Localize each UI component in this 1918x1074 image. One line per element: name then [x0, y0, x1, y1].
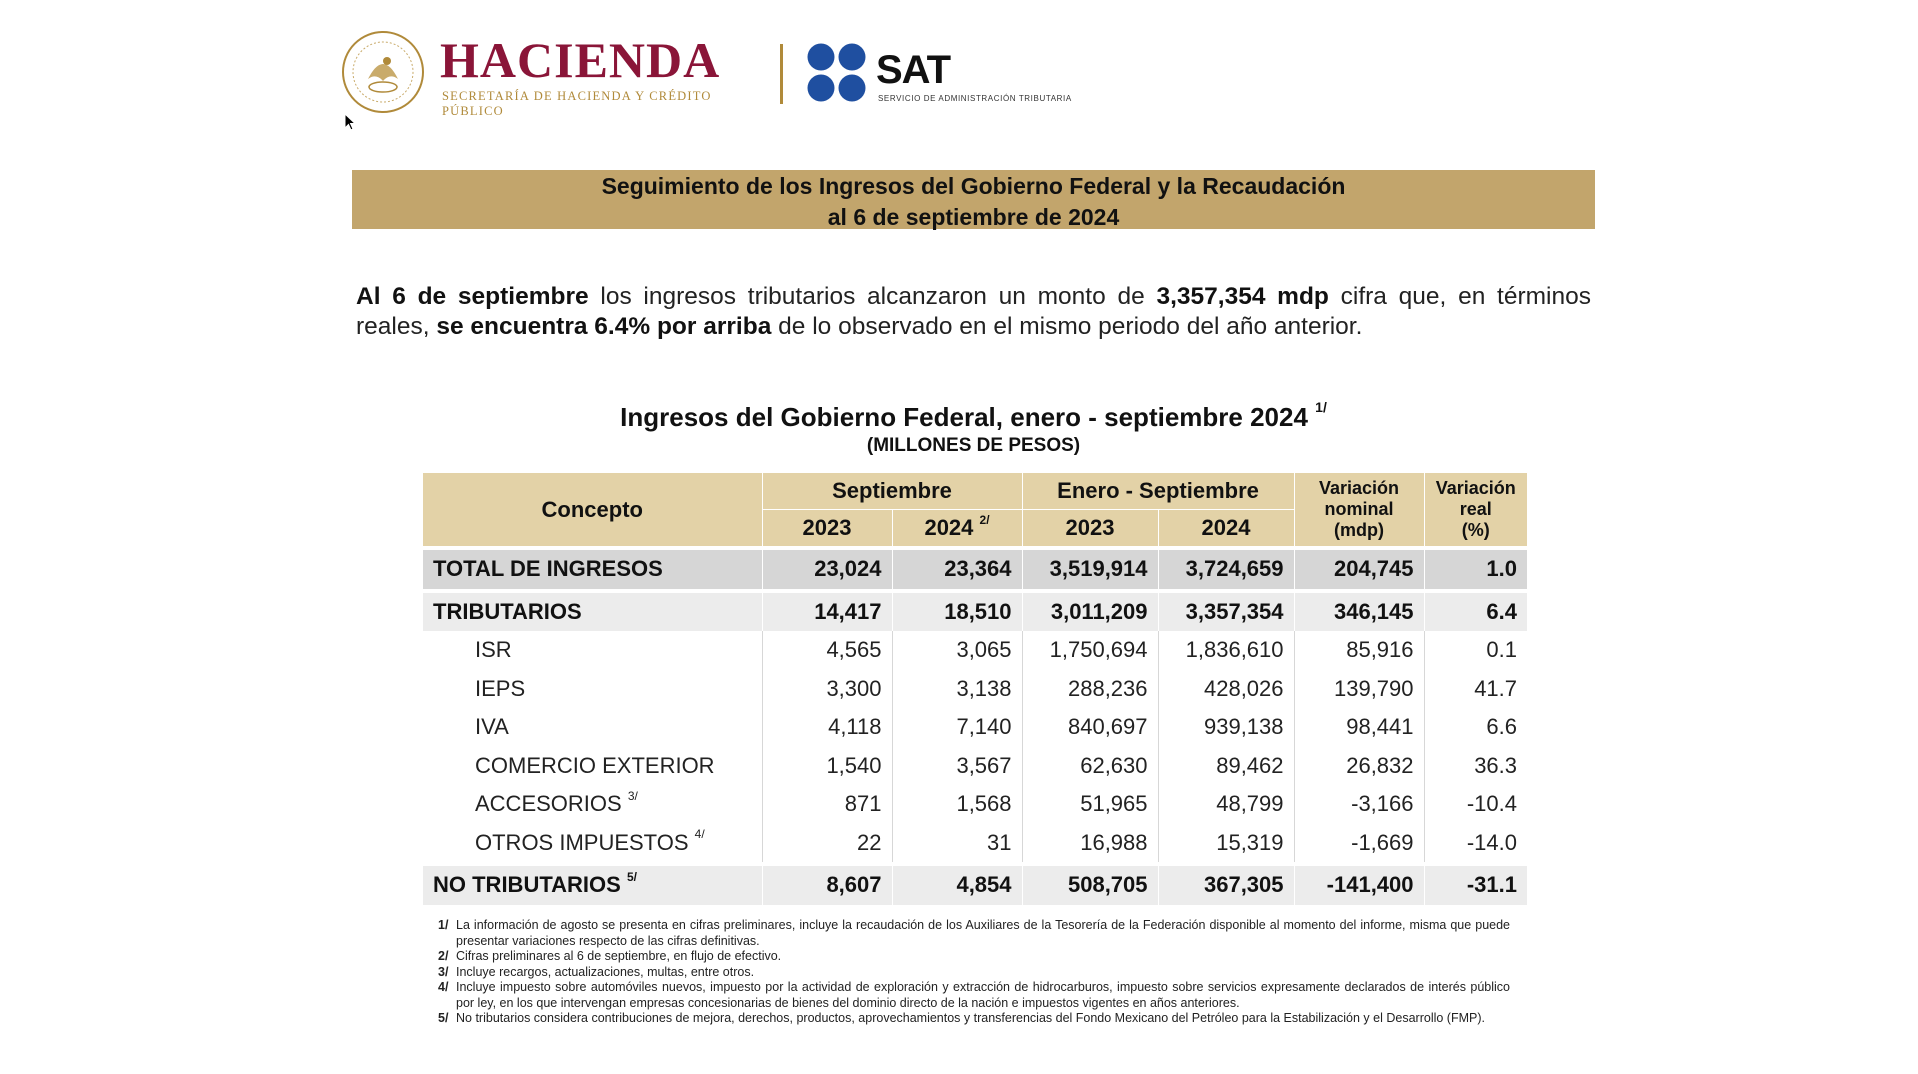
table-cell: 31 [892, 824, 1022, 863]
table-row [423, 785, 1527, 824]
table-cell: 139,790 [1294, 670, 1424, 709]
header-sep-2024: 2024 $^{2/}$ [892, 510, 1022, 547]
table-cell: 41.7 [1424, 670, 1527, 709]
table-cell: 3,567 [892, 747, 1022, 786]
row-note: 5/ [626, 869, 637, 884]
footnote [438, 949, 1510, 965]
table-cell: 14,417 [762, 593, 892, 632]
table-cell: 939,138 [1158, 708, 1294, 747]
table-cell: 346,145 [1294, 593, 1424, 632]
banner-title-line1: Seguimiento de los Ingresos del Gobierno Federal y la Recaudación [601, 173, 1346, 199]
table-cell: 3,300 [762, 670, 892, 709]
table-cell: 8,607 [762, 866, 892, 905]
table-cell: 23,364 [892, 550, 1022, 589]
table-cell: 3,011,209 [1022, 593, 1158, 632]
sat-wordmark: SAT [876, 48, 951, 92]
table-units: (MILLONES DE PESOS) [866, 435, 1081, 456]
table-cell: 22 [762, 824, 892, 863]
row-label-text: NO TRIBUTARIOS [433, 872, 621, 898]
footnote-key: 5/ [438, 1011, 449, 1025]
row-label [423, 631, 762, 670]
footnote [438, 1011, 1510, 1027]
hacienda-logo [340, 25, 760, 120]
table-cell: -10.4 [1424, 785, 1527, 824]
intro-growth: se encuentra 6.4% por arriba [436, 313, 772, 340]
footnotes [438, 918, 1510, 1027]
table-row [423, 670, 1527, 709]
table-cell: 51,965 [1022, 785, 1158, 824]
table-cell: 871 [762, 785, 892, 824]
footnote-key: 1/ [438, 918, 449, 932]
banner-title-line2: al 6 de septiembre de 2024 [827, 204, 1120, 230]
table-cell: 48,799 [1158, 785, 1294, 824]
header-variacion-real: Variación real (%) [1424, 473, 1527, 546]
table-title-note: 1/ [1315, 399, 1327, 416]
intro-text-2: cifra que, en términos reales, [356, 283, 1591, 340]
footnote [438, 965, 1510, 981]
table-title [356, 399, 1591, 433]
table-cell: 98,441 [1294, 708, 1424, 747]
intro-paragraph [356, 282, 1591, 342]
sat-subtitle: SERVICIO DE ADMINISTRACIÓN TRIBUTARIA [878, 94, 1072, 103]
table-cell: 6.6 [1424, 708, 1527, 747]
table-cell: 16,988 [1022, 824, 1158, 863]
table-cell: 1,836,610 [1158, 631, 1294, 670]
table-cell: 4,118 [762, 708, 892, 747]
row-label [423, 747, 762, 786]
header-ene-sep-2024: 2024 [1158, 510, 1294, 547]
hacienda-wordmark: HACIENDA [440, 32, 721, 88]
row-label-text: IEPS [475, 675, 526, 701]
row-label [423, 785, 762, 824]
row-label [423, 593, 762, 632]
row-label [423, 866, 762, 905]
table-cell: -3,166 [1294, 785, 1424, 824]
table-cell: -31.1 [1424, 866, 1527, 905]
table-cell: 508,705 [1022, 866, 1158, 905]
footnote-text: Incluye recargos, actualizaciones, multas, entre otros. [456, 964, 755, 979]
row-note: 4/ [694, 827, 705, 842]
national-seal-icon [340, 29, 426, 115]
table-cell: 367,305 [1158, 866, 1294, 905]
table-row [423, 593, 1527, 632]
table-cell: 62,630 [1022, 747, 1158, 786]
hacienda-subtitle: SECRETARÍA DE HACIENDA Y CRÉDITO PÚBLICO [442, 89, 712, 118]
row-label-text: TOTAL DE INGRESOS [433, 556, 663, 582]
footnote-text: La información de agosto se presenta en cifras preliminares, incluye la recaudación de los Auxiliares de la Tesorería de la Federación disponible al momento del informe, misma que puede presentar variaciones respecto de las cifras definitivas. [456, 918, 1510, 948]
sat-dots-icon [806, 42, 868, 104]
row-note: 3/ [627, 788, 638, 803]
table-cell: 428,026 [1158, 670, 1294, 709]
table-row [423, 747, 1527, 786]
table-cell: 3,357,354 [1158, 593, 1294, 632]
table-cell: 85,916 [1294, 631, 1424, 670]
row-label [423, 550, 762, 589]
table-cell: 1,540 [762, 747, 892, 786]
table-cell: 1.0 [1424, 550, 1527, 589]
table-cell: 840,697 [1022, 708, 1158, 747]
table-cell: 204,745 [1294, 550, 1424, 589]
table-cell: 3,519,914 [1022, 550, 1158, 589]
table-cell: 6.4 [1424, 593, 1527, 632]
table-cell: 4,854 [892, 866, 1022, 905]
row-label-text: OTROS IMPUESTOS [475, 829, 689, 855]
header-septiembre: Septiembre [762, 473, 1022, 510]
row-label-text: ISR [475, 637, 512, 663]
footnote-text: Incluye impuesto sobre automóviles nuevos, impuesto por la actividad de exploración y extracción de hidrocarburos, impuesto sobre servicios expresamente declarados de interés público por ley, en los que intervengan empresas concesionarias de bienes del dominio directo de la nación e impuestos vigentes en años anteriores. [456, 980, 1510, 1010]
table-cell: 288,236 [1022, 670, 1158, 709]
header-sep-2023: 2023 [762, 510, 892, 547]
row-label-text: COMERCIO EXTERIOR [475, 752, 715, 778]
table-cell: -14.0 [1424, 824, 1527, 863]
table-cell: 3,065 [892, 631, 1022, 670]
table-cell: -141,400 [1294, 866, 1424, 905]
table-cell: 89,462 [1158, 747, 1294, 786]
table-row [423, 550, 1527, 589]
footnote-text: No tributarios considera contribuciones de mejora, derechos, productos, aprovechamientos y transferencias del Fondo Mexicano del Petróleo para la Estabilización y el Desarrollo (FMP). [456, 1011, 1485, 1025]
intro-date: Al 6 de septiembre [356, 283, 589, 310]
header-concepto: Concepto [423, 473, 762, 546]
table-cell: 3,724,659 [1158, 550, 1294, 589]
table-cell: 3,138 [892, 670, 1022, 709]
table-cell: -1,669 [1294, 824, 1424, 863]
table-cell: 36.3 [1424, 747, 1527, 786]
row-label-text: ACCESORIOS [475, 791, 622, 817]
table-cell: 0.1 [1424, 631, 1527, 670]
header-variacion-nominal: Variación nominal (mdp) [1294, 473, 1424, 546]
footnote [438, 918, 1510, 949]
table-cell: 26,832 [1294, 747, 1424, 786]
row-label [423, 670, 762, 709]
intro-text-1: los ingresos tributarios alcanzaron un monto de [588, 283, 1157, 310]
logo-divider [780, 44, 783, 104]
header-ene-sep-2023: 2023 [1022, 510, 1158, 547]
table-row [423, 631, 1527, 670]
row-label [423, 824, 762, 863]
table-cell: 1,750,694 [1022, 631, 1158, 670]
table-cell: 7,140 [892, 708, 1022, 747]
header-enero-septiembre: Enero - Septiembre [1022, 473, 1294, 510]
footnote-key: 3/ [438, 964, 449, 979]
mouse-cursor-icon [344, 113, 356, 131]
table-row [423, 708, 1527, 747]
table-cell: 4,565 [762, 631, 892, 670]
row-label-text: IVA [475, 714, 509, 740]
title-banner [352, 170, 1595, 229]
footnote-key: 2/ [438, 949, 449, 963]
table-title-text: Ingresos del Gobierno Federal, enero - septiembre 2024 [620, 402, 1308, 432]
income-table [423, 473, 1527, 905]
intro-amount: 3,357,354 mdp [1156, 283, 1329, 310]
table-cell: 18,510 [892, 593, 1022, 632]
row-label-text: TRIBUTARIOS [433, 598, 582, 624]
table-cell: 1,568 [892, 785, 1022, 824]
table-row [423, 866, 1527, 905]
row-label [423, 708, 762, 747]
table-cell: 15,319 [1158, 824, 1294, 863]
sat-logo [806, 42, 1096, 106]
footnote-text: Cifras preliminares al 6 de septiembre, en flujo de efectivo. [456, 949, 782, 963]
footnote-key: 4/ [438, 980, 449, 994]
table-cell: 23,024 [762, 550, 892, 589]
table-row [423, 824, 1527, 863]
intro-text-3: de lo observado en el mismo periodo del año anterior. [771, 313, 1363, 340]
footnote [438, 980, 1510, 1011]
